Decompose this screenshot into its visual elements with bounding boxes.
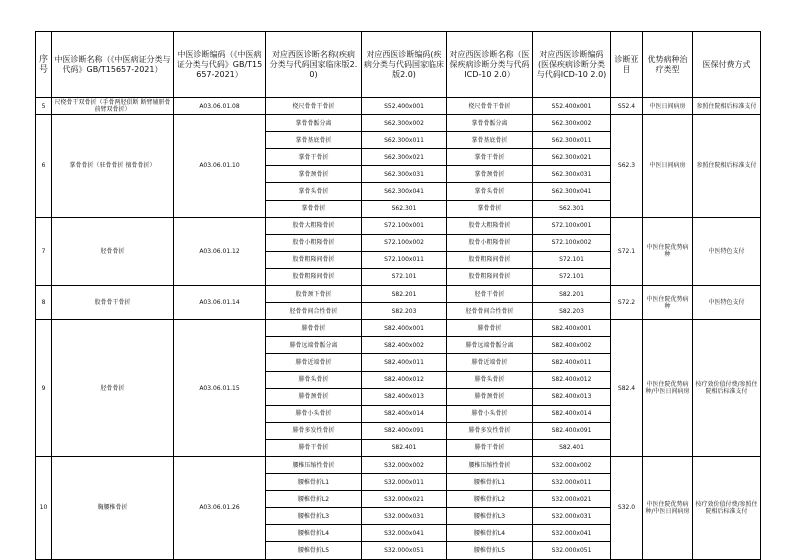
ins-name-cell: 股骨小粗隆骨折 bbox=[447, 234, 533, 251]
ins-name-cell: 腓骨头骨折 bbox=[447, 371, 533, 388]
ins-name-cell: 掌骨基底骨折 bbox=[447, 132, 533, 149]
ins-name-cell: 腰椎骨折L1 bbox=[447, 474, 533, 491]
pay-cell: 按疗效价值付费/参照住院相后标准支付 bbox=[693, 456, 761, 559]
ins-code-cell: S32.000x041 bbox=[533, 525, 611, 542]
wm-name-cell: 腓骨干骨折 bbox=[266, 439, 362, 456]
ins-name-cell: 腰椎骨折L5 bbox=[447, 542, 533, 559]
wm-name-cell: 腰椎压缩性骨折 bbox=[266, 456, 362, 473]
ins-name-cell: 股骨粗隆间骨折 bbox=[447, 251, 533, 268]
wm-code-cell: S82.400x013 bbox=[362, 388, 447, 405]
wm-name-cell: 掌骨颈骨折 bbox=[266, 166, 362, 183]
wm-name-cell: 腰椎骨折L5 bbox=[266, 542, 362, 559]
row-no: 7 bbox=[36, 217, 52, 285]
subcat-cell: S52.4 bbox=[611, 98, 643, 115]
ins-code-cell: S72.100x001 bbox=[533, 217, 611, 234]
header-subcat: 诊断亚目 bbox=[611, 32, 643, 98]
ins-code-cell: S32.000x002 bbox=[533, 456, 611, 473]
wm-code-cell: S82.203 bbox=[362, 303, 447, 320]
subcat-cell: S32.0 bbox=[611, 456, 643, 559]
table-body bbox=[36, 98, 761, 560]
ins-name-cell: 胫骨骨间合性骨折 bbox=[447, 303, 533, 320]
subcat-cell: S82.4 bbox=[611, 320, 643, 457]
ins-code-cell: S82.400x013 bbox=[533, 388, 611, 405]
ins-code-cell: S82.400x011 bbox=[533, 354, 611, 371]
ins-name-cell: 腰椎骨折L4 bbox=[447, 525, 533, 542]
header-ins-code: 对应西医诊断编码(医保疾病诊断分类与代码ICD-10 2.0) bbox=[533, 32, 611, 98]
wm-code-cell: S32.000x051 bbox=[362, 542, 447, 559]
ins-name-cell: 掌骨骨骺分离 bbox=[447, 115, 533, 132]
ins-name-cell: 胫骨干骨折 bbox=[447, 286, 533, 303]
wm-code-cell: S62.300x031 bbox=[362, 166, 447, 183]
ins-code-cell: S62.300x031 bbox=[533, 166, 611, 183]
wm-name-cell: 腰椎骨折L4 bbox=[266, 525, 362, 542]
tcm-code-cell: A03.06.01.14 bbox=[174, 286, 266, 320]
ins-name-cell: 腓骨远端骨骺分离 bbox=[447, 337, 533, 354]
ins-code-cell: S82.400x091 bbox=[533, 422, 611, 439]
header-row bbox=[36, 32, 761, 98]
ins-code-cell: S82.400x014 bbox=[533, 405, 611, 422]
type-cell: 中医住院优势病种/中医日间病房 bbox=[643, 320, 693, 457]
ins-code-cell: S82.400x001 bbox=[533, 320, 611, 337]
ins-code-cell: S72.101 bbox=[533, 268, 611, 285]
type-cell: 中医住院优势病种 bbox=[643, 217, 693, 285]
wm-code-cell: S72.101 bbox=[362, 268, 447, 285]
wm-code-cell: S32.000x031 bbox=[362, 508, 447, 525]
ins-code-cell: S72.100x002 bbox=[533, 234, 611, 251]
tcm-code-cell: A03.06.01.26 bbox=[174, 456, 266, 559]
header-no: 序号 bbox=[36, 32, 52, 98]
row-no: 6 bbox=[36, 115, 52, 218]
ins-name-cell: 股骨粗隆间骨折 bbox=[447, 268, 533, 285]
subcat-cell: S72.2 bbox=[611, 286, 643, 320]
wm-name-cell: 腓骨颈骨折 bbox=[266, 388, 362, 405]
wm-name-cell: 掌骨骨骺分离 bbox=[266, 115, 362, 132]
row-no: 8 bbox=[36, 286, 52, 320]
header-tcm-code: 中医诊断编码（《中医病证分类与代码》GB/T15657-2021） bbox=[174, 32, 266, 98]
ins-name-cell: 腓骨近端骨折 bbox=[447, 354, 533, 371]
wm-code-cell: S72.100x011 bbox=[362, 251, 447, 268]
table-row bbox=[36, 98, 761, 115]
tcm-name-cell: 股骨骨干骨折 bbox=[52, 286, 174, 320]
wm-name-cell: 股骨小粗隆骨折 bbox=[266, 234, 362, 251]
tcm-code-cell: A03.06.01.12 bbox=[174, 217, 266, 285]
ins-code-cell: S62.300x021 bbox=[533, 149, 611, 166]
ins-name-cell: 腓骨小头骨折 bbox=[447, 405, 533, 422]
tcm-name-cell: 胸腰椎骨折 bbox=[52, 456, 174, 559]
ins-code-cell: S82.400x002 bbox=[533, 337, 611, 354]
row-no: 9 bbox=[36, 320, 52, 457]
ins-name-cell: 股骨大粗隆骨折 bbox=[447, 217, 533, 234]
ins-name-cell: 掌骨骨折 bbox=[447, 200, 533, 217]
ins-code-cell: S32.000x021 bbox=[533, 491, 611, 508]
ins-name-cell: 掌骨干骨折 bbox=[447, 149, 533, 166]
table-row bbox=[36, 456, 761, 473]
diagnosis-table bbox=[35, 31, 761, 560]
ins-name-cell: 腓骨多发性骨折 bbox=[447, 422, 533, 439]
ins-name-cell: 掌骨颈骨折 bbox=[447, 166, 533, 183]
ins-name-cell: 腰椎压缩性骨折 bbox=[447, 456, 533, 473]
header-type: 优势病种治疗类型 bbox=[643, 32, 693, 98]
wm-name-cell: 股骨颈下骨折 bbox=[266, 286, 362, 303]
wm-code-cell: S32.000x002 bbox=[362, 456, 447, 473]
wm-name-cell: 腓骨头骨折 bbox=[266, 371, 362, 388]
table-row bbox=[36, 115, 761, 132]
type-cell: 中医日间病房 bbox=[643, 115, 693, 218]
tcm-name-cell: 胫骨骨折 bbox=[52, 320, 174, 457]
ins-code-cell: S82.400x012 bbox=[533, 371, 611, 388]
subcat-cell: S72.1 bbox=[611, 217, 643, 285]
wm-name-cell: 腓骨近端骨折 bbox=[266, 354, 362, 371]
wm-name-cell: 桡尺骨骨干骨折 bbox=[266, 98, 362, 115]
wm-code-cell: S82.400x014 bbox=[362, 405, 447, 422]
wm-name-cell: 腓骨骨折 bbox=[266, 320, 362, 337]
header-tcm-name: 中医诊断名称（《中医病证分类与代码》GB/T15657-2021） bbox=[52, 32, 174, 98]
wm-code-cell: S82.400x012 bbox=[362, 371, 447, 388]
wm-code-cell: S82.401 bbox=[362, 439, 447, 456]
pay-cell: 参照住院相后标准支付 bbox=[693, 98, 761, 115]
ins-code-cell: S62.300x041 bbox=[533, 183, 611, 200]
header-wm-name: 对应西医诊断名称(疾病分类与代码国家临床版2.0) bbox=[266, 32, 362, 98]
ins-name-cell: 腓骨颈骨折 bbox=[447, 388, 533, 405]
wm-code-cell: S62.300x021 bbox=[362, 149, 447, 166]
wm-name-cell: 腰椎骨折L1 bbox=[266, 474, 362, 491]
type-cell: 中医住院优势病种/中医日间病房 bbox=[643, 456, 693, 559]
wm-name-cell: 胫骨骨间合性骨折 bbox=[266, 303, 362, 320]
pay-cell: 参照住院相后标准支付 bbox=[693, 115, 761, 218]
ins-code-cell: S52.400x001 bbox=[533, 98, 611, 115]
type-cell: 中医住院优势病种 bbox=[643, 286, 693, 320]
ins-name-cell: 腰椎骨折L3 bbox=[447, 508, 533, 525]
wm-code-cell: S62.301 bbox=[362, 200, 447, 217]
wm-code-cell: S82.400x091 bbox=[362, 422, 447, 439]
ins-code-cell: S62.301 bbox=[533, 200, 611, 217]
wm-name-cell: 腰椎骨折L3 bbox=[266, 508, 362, 525]
tcm-code-cell: A03.06.01.15 bbox=[174, 320, 266, 457]
wm-code-cell: S82.400x001 bbox=[362, 320, 447, 337]
wm-code-cell: S62.300x011 bbox=[362, 132, 447, 149]
wm-name-cell: 腰椎骨折L2 bbox=[266, 491, 362, 508]
wm-name-cell: 腓骨远端骨骺分离 bbox=[266, 337, 362, 354]
ins-name-cell: 腓骨干骨折 bbox=[447, 439, 533, 456]
wm-code-cell: S32.000x041 bbox=[362, 525, 447, 542]
tcm-name-cell: 胫骨骨折 bbox=[52, 217, 174, 285]
wm-code-cell: S62.300x002 bbox=[362, 115, 447, 132]
wm-name-cell: 掌骨基底骨折 bbox=[266, 132, 362, 149]
pay-cell: 中医特色支付 bbox=[693, 286, 761, 320]
table-row bbox=[36, 320, 761, 337]
ins-code-cell: S62.300x002 bbox=[533, 115, 611, 132]
wm-name-cell: 腓骨小头骨折 bbox=[266, 405, 362, 422]
tcm-code-cell: A03.06.01.08 bbox=[174, 98, 266, 115]
wm-code-cell: S62.300x041 bbox=[362, 183, 447, 200]
wm-name-cell: 股骨粗隆间骨折 bbox=[266, 251, 362, 268]
row-no: 5 bbox=[36, 98, 52, 115]
ins-name-cell: 桡尺骨骨干骨折 bbox=[447, 98, 533, 115]
wm-code-cell: S52.400x001 bbox=[362, 98, 447, 115]
table-row bbox=[36, 286, 761, 303]
wm-name-cell: 腓骨多发性骨折 bbox=[266, 422, 362, 439]
table-sheet bbox=[35, 31, 761, 560]
wm-code-cell: S82.400x011 bbox=[362, 354, 447, 371]
pay-cell: 按疗效价值付费/参照住院相后标准支付 bbox=[693, 320, 761, 457]
table-row bbox=[36, 217, 761, 234]
ins-code-cell: S32.000x031 bbox=[533, 508, 611, 525]
ins-name-cell: 腓骨骨折 bbox=[447, 320, 533, 337]
header-wm-code: 对应西医诊断编码(疾病分类与代码国家临床版2.0) bbox=[362, 32, 447, 98]
ins-code-cell: S82.401 bbox=[533, 439, 611, 456]
ins-code-cell: S72.101 bbox=[533, 251, 611, 268]
ins-code-cell: S82.201 bbox=[533, 286, 611, 303]
tcm-name-cell: 掌骨骨折（驻骨骨折 擅骨骨折） bbox=[52, 115, 174, 218]
wm-code-cell: S32.000x011 bbox=[362, 474, 447, 491]
row-no: 10 bbox=[36, 456, 52, 559]
wm-name-cell: 股骨粗隆间骨折 bbox=[266, 268, 362, 285]
wm-name-cell: 掌骨头骨折 bbox=[266, 183, 362, 200]
ins-code-cell: S32.000x051 bbox=[533, 542, 611, 559]
header-pay: 医保付费方式 bbox=[693, 32, 761, 98]
ins-code-cell: S62.300x011 bbox=[533, 132, 611, 149]
tcm-code-cell: A03.06.01.10 bbox=[174, 115, 266, 218]
tcm-name-cell: 尺桡骨干双骨折（手骨两胫俱断 断臂辅胼骨 前臂双骨折） bbox=[52, 98, 174, 115]
wm-code-cell: S82.400x002 bbox=[362, 337, 447, 354]
subcat-cell: S62.3 bbox=[611, 115, 643, 218]
type-cell: 中医日间病房 bbox=[643, 98, 693, 115]
wm-name-cell: 股骨大粗隆骨折 bbox=[266, 217, 362, 234]
wm-code-cell: S32.000x021 bbox=[362, 491, 447, 508]
header-ins-name: 对应西医诊断名称（医保疾病诊断分类与代码ICD-10 2.0） bbox=[447, 32, 533, 98]
pay-cell: 中医特色支付 bbox=[693, 217, 761, 285]
wm-code-cell: S72.100x001 bbox=[362, 217, 447, 234]
ins-name-cell: 腰椎骨折L2 bbox=[447, 491, 533, 508]
ins-name-cell: 掌骨头骨折 bbox=[447, 183, 533, 200]
wm-name-cell: 掌骨干骨折 bbox=[266, 149, 362, 166]
wm-name-cell: 掌骨骨折 bbox=[266, 200, 362, 217]
ins-code-cell: S32.000x011 bbox=[533, 474, 611, 491]
wm-code-cell: S82.201 bbox=[362, 286, 447, 303]
ins-code-cell: S82.203 bbox=[533, 303, 611, 320]
wm-code-cell: S72.100x002 bbox=[362, 234, 447, 251]
